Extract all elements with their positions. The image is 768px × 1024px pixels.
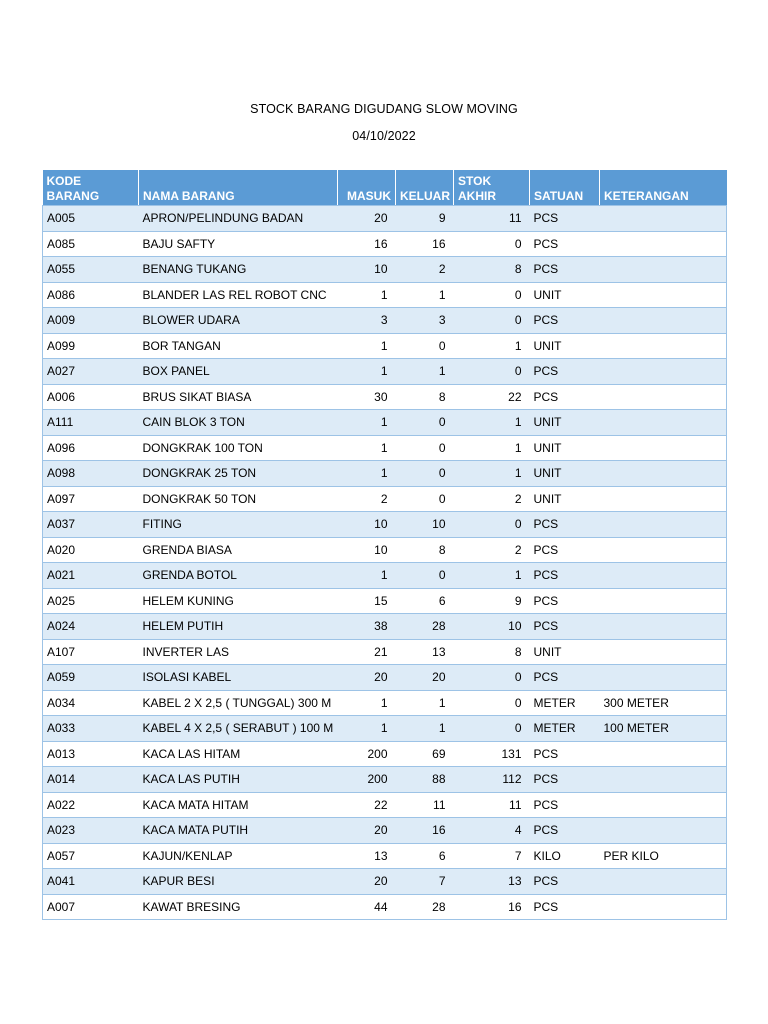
cell-kode-barang: A024	[43, 614, 139, 640]
cell-kode-barang: A085	[43, 231, 139, 257]
cell-nama-barang: KACA LAS PUTIH	[139, 767, 338, 793]
cell-keterangan	[600, 894, 727, 920]
cell-keluar: 69	[396, 741, 454, 767]
cell-nama-barang: KACA MATA HITAM	[139, 792, 338, 818]
header-stok-akhir: STOK AKHIR	[454, 170, 530, 206]
cell-keluar: 3	[396, 308, 454, 334]
cell-stok-akhir: 0	[454, 665, 530, 691]
table-row	[43, 384, 727, 410]
cell-kode-barang: A005	[43, 206, 139, 232]
cell-keterangan	[600, 537, 727, 563]
cell-stok-akhir: 9	[454, 588, 530, 614]
table-row	[43, 639, 727, 665]
header-masuk: MASUK	[338, 170, 396, 206]
cell-satuan: PCS	[530, 359, 600, 385]
cell-stok-akhir: 11	[454, 792, 530, 818]
cell-nama-barang: BENANG TUKANG	[139, 257, 338, 283]
cell-nama-barang: KACA LAS HITAM	[139, 741, 338, 767]
cell-keluar: 20	[396, 665, 454, 691]
cell-keluar: 1	[396, 690, 454, 716]
cell-keluar: 0	[396, 435, 454, 461]
cell-satuan: PCS	[530, 767, 600, 793]
cell-stok-akhir: 11	[454, 206, 530, 232]
cell-masuk: 1	[338, 690, 396, 716]
cell-stok-akhir: 1	[454, 461, 530, 487]
cell-stok-akhir: 0	[454, 359, 530, 385]
cell-keterangan	[600, 741, 727, 767]
cell-satuan: UNIT	[530, 486, 600, 512]
document-title: STOCK BARANG DIGUDANG SLOW MOVING	[250, 102, 518, 116]
cell-masuk: 20	[338, 869, 396, 895]
cell-masuk: 30	[338, 384, 396, 410]
cell-satuan: METER	[530, 690, 600, 716]
cell-keterangan	[600, 792, 727, 818]
cell-satuan: PCS	[530, 894, 600, 920]
cell-satuan: PCS	[530, 665, 600, 691]
cell-satuan: PCS	[530, 869, 600, 895]
cell-satuan: PCS	[530, 563, 600, 589]
table-row	[43, 206, 727, 232]
table-row	[43, 792, 727, 818]
cell-keluar: 11	[396, 792, 454, 818]
cell-satuan: PCS	[530, 614, 600, 640]
cell-keluar: 2	[396, 257, 454, 283]
cell-keluar: 8	[396, 537, 454, 563]
cell-kode-barang: A033	[43, 716, 139, 742]
cell-keluar: 0	[396, 333, 454, 359]
cell-kode-barang: A022	[43, 792, 139, 818]
cell-keluar: 28	[396, 894, 454, 920]
cell-stok-akhir: 0	[454, 231, 530, 257]
cell-keluar: 7	[396, 869, 454, 895]
cell-stok-akhir: 8	[454, 639, 530, 665]
cell-keterangan	[600, 282, 727, 308]
cell-satuan: PCS	[530, 308, 600, 334]
cell-keterangan	[600, 639, 727, 665]
header-kode-barang: KODE BARANG	[43, 170, 139, 206]
cell-kode-barang: A025	[43, 588, 139, 614]
table-row	[43, 359, 727, 385]
cell-masuk: 1	[338, 410, 396, 436]
table-row	[43, 282, 727, 308]
cell-keterangan	[600, 818, 727, 844]
cell-nama-barang: KAJUN/KENLAP	[139, 843, 338, 869]
cell-masuk: 3	[338, 308, 396, 334]
document-date: 04/10/2022	[352, 129, 416, 143]
cell-nama-barang: HELEM KUNING	[139, 588, 338, 614]
cell-stok-akhir: 2	[454, 486, 530, 512]
cell-masuk: 22	[338, 792, 396, 818]
cell-keterangan	[600, 869, 727, 895]
cell-satuan: METER	[530, 716, 600, 742]
cell-masuk: 2	[338, 486, 396, 512]
cell-nama-barang: CAIN BLOK 3 TON	[139, 410, 338, 436]
table-row	[43, 869, 727, 895]
cell-keterangan	[600, 384, 727, 410]
cell-keterangan	[600, 206, 727, 232]
table-row	[43, 665, 727, 691]
cell-kode-barang: A034	[43, 690, 139, 716]
cell-nama-barang: KAWAT BRESING	[139, 894, 338, 920]
cell-masuk: 10	[338, 512, 396, 538]
cell-satuan: KILO	[530, 843, 600, 869]
table-header-row	[43, 170, 727, 206]
table-row	[43, 843, 727, 869]
cell-keluar: 9	[396, 206, 454, 232]
cell-satuan: PCS	[530, 206, 600, 232]
cell-masuk: 16	[338, 231, 396, 257]
cell-kode-barang: A013	[43, 741, 139, 767]
cell-keterangan: 300 METER	[600, 690, 727, 716]
cell-nama-barang: BOR TANGAN	[139, 333, 338, 359]
cell-kode-barang: A055	[43, 257, 139, 283]
cell-nama-barang: BOX PANEL	[139, 359, 338, 385]
header-satuan: SATUAN	[530, 170, 600, 206]
cell-masuk: 1	[338, 716, 396, 742]
table-row	[43, 231, 727, 257]
cell-stok-akhir: 22	[454, 384, 530, 410]
cell-satuan: UNIT	[530, 282, 600, 308]
cell-masuk: 21	[338, 639, 396, 665]
cell-keterangan	[600, 461, 727, 487]
cell-masuk: 1	[338, 461, 396, 487]
cell-masuk: 1	[338, 563, 396, 589]
cell-keluar: 88	[396, 767, 454, 793]
cell-masuk: 13	[338, 843, 396, 869]
cell-stok-akhir: 7	[454, 843, 530, 869]
cell-keluar: 1	[396, 359, 454, 385]
cell-kode-barang: A006	[43, 384, 139, 410]
cell-kode-barang: A057	[43, 843, 139, 869]
cell-kode-barang: A009	[43, 308, 139, 334]
cell-kode-barang: A086	[43, 282, 139, 308]
cell-nama-barang: KABEL 2 X 2,5 ( TUNGGAL) 300 M	[139, 690, 338, 716]
cell-masuk: 10	[338, 537, 396, 563]
cell-masuk: 1	[338, 282, 396, 308]
cell-kode-barang: A098	[43, 461, 139, 487]
cell-stok-akhir: 1	[454, 410, 530, 436]
cell-satuan: PCS	[530, 257, 600, 283]
cell-satuan: PCS	[530, 741, 600, 767]
table-row	[43, 894, 727, 920]
cell-nama-barang: BAJU SAFTY	[139, 231, 338, 257]
cell-keterangan	[600, 486, 727, 512]
cell-nama-barang: GRENDA BOTOL	[139, 563, 338, 589]
cell-kode-barang: A007	[43, 894, 139, 920]
cell-keluar: 8	[396, 384, 454, 410]
cell-keterangan: 100 METER	[600, 716, 727, 742]
table-row	[43, 818, 727, 844]
cell-masuk: 44	[338, 894, 396, 920]
cell-keterangan	[600, 410, 727, 436]
cell-masuk: 38	[338, 614, 396, 640]
cell-satuan: PCS	[530, 818, 600, 844]
cell-kode-barang: A023	[43, 818, 139, 844]
cell-masuk: 1	[338, 435, 396, 461]
table-row	[43, 435, 727, 461]
cell-keluar: 28	[396, 614, 454, 640]
cell-satuan: UNIT	[530, 461, 600, 487]
cell-kode-barang: A021	[43, 563, 139, 589]
cell-masuk: 200	[338, 767, 396, 793]
cell-nama-barang: DONGKRAK 100 TON	[139, 435, 338, 461]
cell-stok-akhir: 13	[454, 869, 530, 895]
cell-kode-barang: A111	[43, 410, 139, 436]
cell-keterangan	[600, 588, 727, 614]
cell-satuan: UNIT	[530, 639, 600, 665]
cell-satuan: PCS	[530, 792, 600, 818]
cell-keluar: 0	[396, 486, 454, 512]
cell-stok-akhir: 8	[454, 257, 530, 283]
cell-stok-akhir: 2	[454, 537, 530, 563]
cell-satuan: PCS	[530, 231, 600, 257]
cell-nama-barang: KAPUR BESI	[139, 869, 338, 895]
cell-stok-akhir: 1	[454, 435, 530, 461]
cell-stok-akhir: 112	[454, 767, 530, 793]
cell-keluar: 16	[396, 231, 454, 257]
cell-nama-barang: KACA MATA PUTIH	[139, 818, 338, 844]
table-row	[43, 486, 727, 512]
stock-table	[42, 170, 727, 920]
cell-keluar: 10	[396, 512, 454, 538]
cell-kode-barang: A107	[43, 639, 139, 665]
cell-masuk: 20	[338, 665, 396, 691]
cell-masuk: 1	[338, 359, 396, 385]
cell-kode-barang: A059	[43, 665, 139, 691]
cell-stok-akhir: 0	[454, 282, 530, 308]
cell-keterangan	[600, 231, 727, 257]
table-row	[43, 410, 727, 436]
cell-masuk: 200	[338, 741, 396, 767]
cell-nama-barang: BLOWER UDARA	[139, 308, 338, 334]
cell-keterangan	[600, 257, 727, 283]
cell-keluar: 6	[396, 843, 454, 869]
cell-satuan: UNIT	[530, 435, 600, 461]
header-nama-barang: NAMA BARANG	[139, 170, 338, 206]
cell-nama-barang: APRON/PELINDUNG BADAN	[139, 206, 338, 232]
cell-keluar: 0	[396, 563, 454, 589]
table-row	[43, 690, 727, 716]
cell-masuk: 10	[338, 257, 396, 283]
cell-stok-akhir: 10	[454, 614, 530, 640]
cell-kode-barang: A020	[43, 537, 139, 563]
cell-nama-barang: HELEM PUTIH	[139, 614, 338, 640]
cell-stok-akhir: 4	[454, 818, 530, 844]
cell-stok-akhir: 0	[454, 716, 530, 742]
table-row	[43, 614, 727, 640]
cell-kode-barang: A027	[43, 359, 139, 385]
cell-keterangan: PER KILO	[600, 843, 727, 869]
cell-nama-barang: DONGKRAK 50 TON	[139, 486, 338, 512]
table-row	[43, 741, 727, 767]
cell-satuan: UNIT	[530, 333, 600, 359]
cell-stok-akhir: 1	[454, 563, 530, 589]
cell-keterangan	[600, 665, 727, 691]
cell-kode-barang: A041	[43, 869, 139, 895]
cell-keluar: 13	[396, 639, 454, 665]
cell-keterangan	[600, 435, 727, 461]
table-row	[43, 563, 727, 589]
table-row	[43, 308, 727, 334]
cell-satuan: PCS	[530, 537, 600, 563]
header-keterangan: KETERANGAN	[600, 170, 727, 206]
cell-keterangan	[600, 333, 727, 359]
cell-masuk: 20	[338, 818, 396, 844]
cell-masuk: 1	[338, 333, 396, 359]
table-row	[43, 767, 727, 793]
header-keluar: KELUAR	[396, 170, 454, 206]
cell-keterangan	[600, 512, 727, 538]
table-row	[43, 588, 727, 614]
table-body	[43, 206, 727, 920]
cell-nama-barang: GRENDA BIASA	[139, 537, 338, 563]
cell-masuk: 15	[338, 588, 396, 614]
cell-satuan: PCS	[530, 512, 600, 538]
table-row	[43, 257, 727, 283]
cell-kode-barang: A014	[43, 767, 139, 793]
cell-nama-barang: DONGKRAK 25 TON	[139, 461, 338, 487]
cell-nama-barang: FITING	[139, 512, 338, 538]
table-row	[43, 333, 727, 359]
cell-satuan: PCS	[530, 384, 600, 410]
cell-stok-akhir: 0	[454, 690, 530, 716]
cell-kode-barang: A097	[43, 486, 139, 512]
cell-keterangan	[600, 563, 727, 589]
cell-masuk: 20	[338, 206, 396, 232]
cell-nama-barang: BLANDER LAS REL ROBOT CNC	[139, 282, 338, 308]
table-row	[43, 512, 727, 538]
cell-keluar: 0	[396, 410, 454, 436]
cell-stok-akhir: 0	[454, 512, 530, 538]
cell-keterangan	[600, 767, 727, 793]
cell-stok-akhir: 1	[454, 333, 530, 359]
cell-nama-barang: BRUS SIKAT BIASA	[139, 384, 338, 410]
cell-kode-barang: A099	[43, 333, 139, 359]
cell-nama-barang: KABEL 4 X 2,5 ( SERABUT ) 100 M	[139, 716, 338, 742]
cell-stok-akhir: 0	[454, 308, 530, 334]
table-row	[43, 537, 727, 563]
cell-keluar: 6	[396, 588, 454, 614]
cell-stok-akhir: 131	[454, 741, 530, 767]
cell-keluar: 1	[396, 282, 454, 308]
cell-keterangan	[600, 359, 727, 385]
cell-stok-akhir: 16	[454, 894, 530, 920]
cell-keluar: 1	[396, 716, 454, 742]
cell-keluar: 16	[396, 818, 454, 844]
cell-keluar: 0	[396, 461, 454, 487]
table-row	[43, 461, 727, 487]
cell-keterangan	[600, 614, 727, 640]
cell-kode-barang: A037	[43, 512, 139, 538]
cell-satuan: PCS	[530, 588, 600, 614]
cell-satuan: UNIT	[530, 410, 600, 436]
cell-keterangan	[600, 308, 727, 334]
cell-kode-barang: A096	[43, 435, 139, 461]
cell-nama-barang: ISOLASI KABEL	[139, 665, 338, 691]
table-row	[43, 716, 727, 742]
cell-nama-barang: INVERTER LAS	[139, 639, 338, 665]
